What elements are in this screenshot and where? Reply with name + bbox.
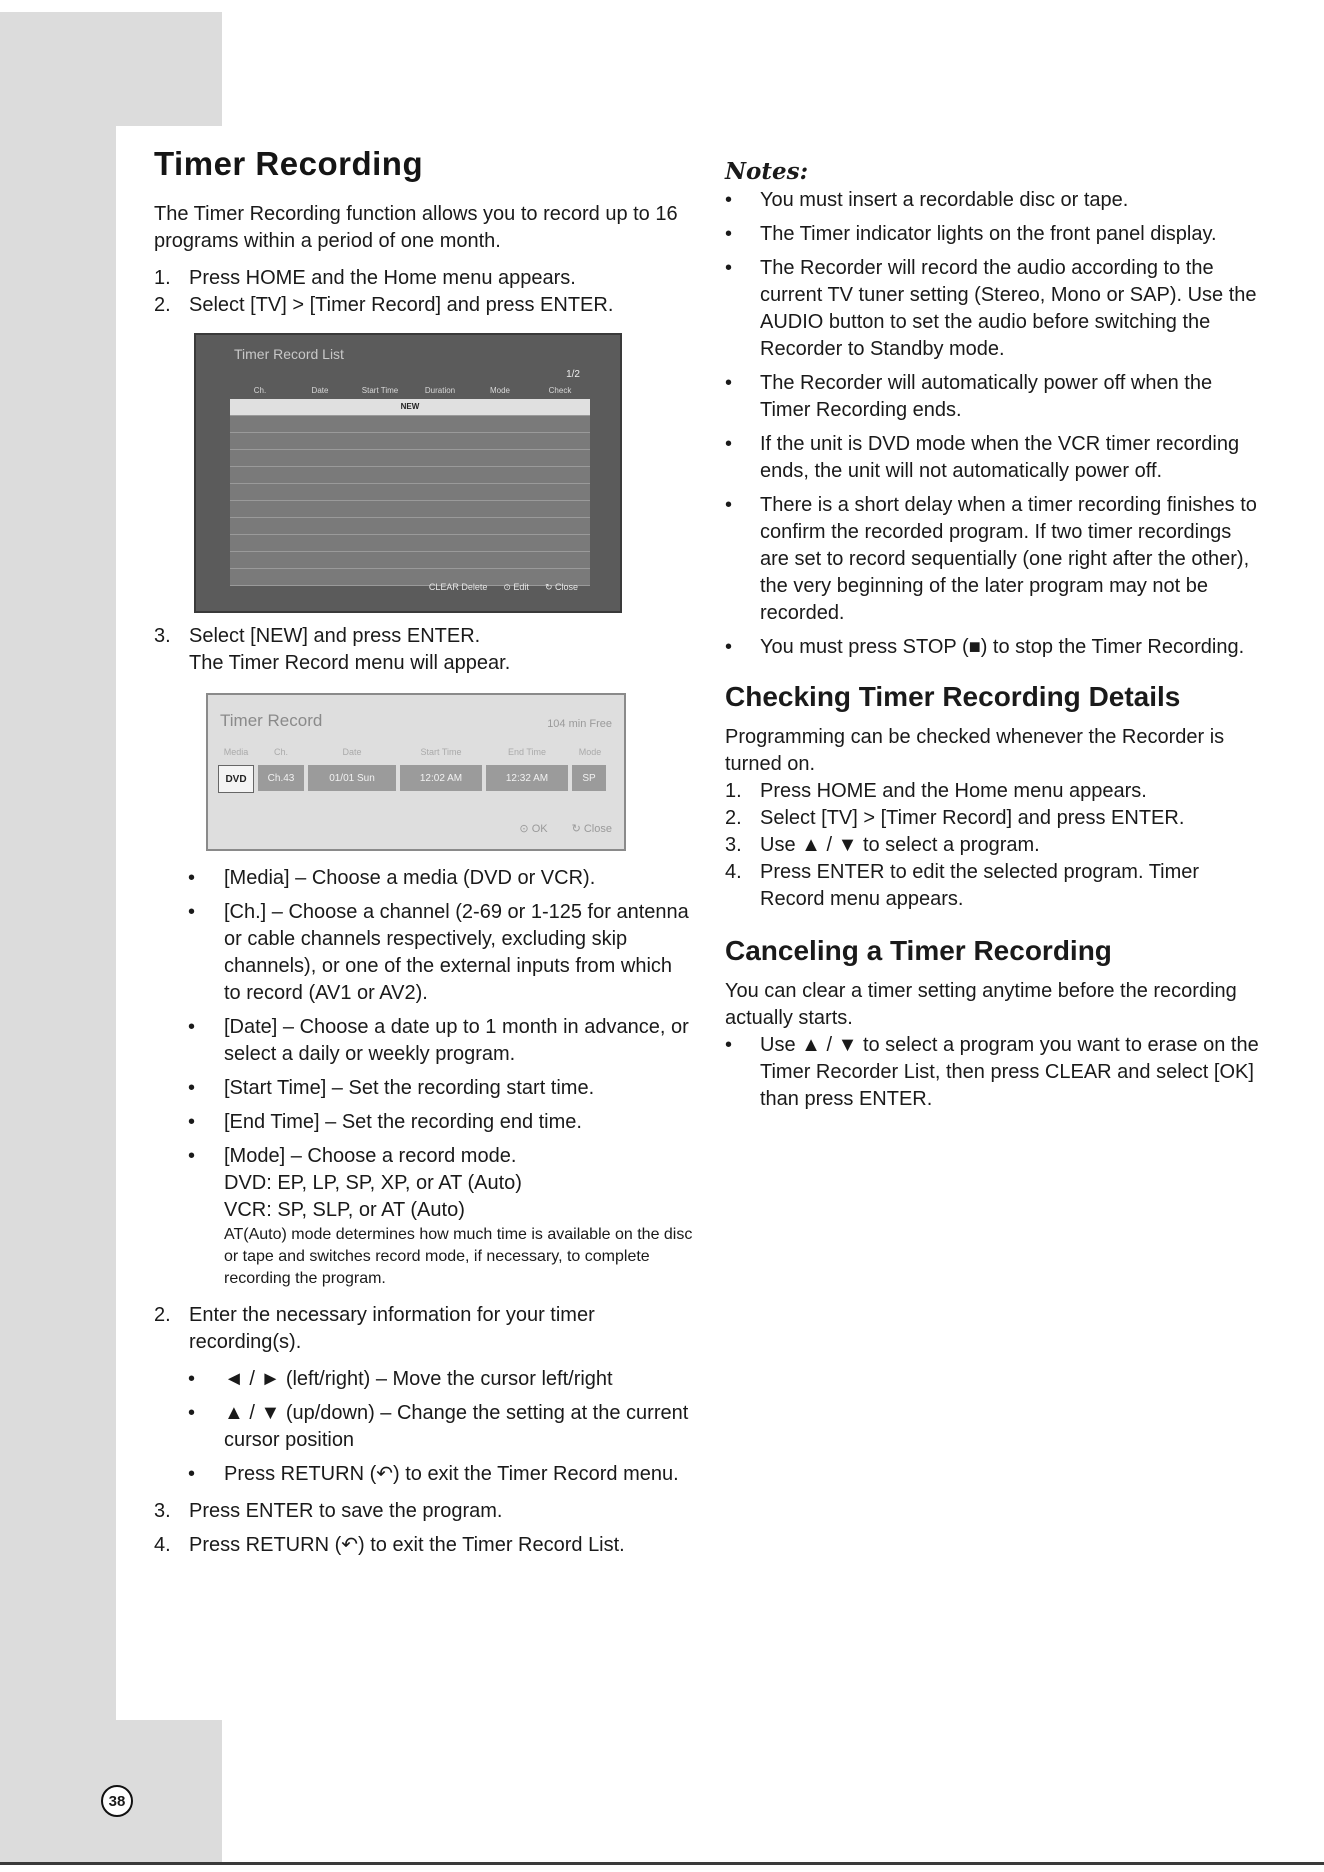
step-item [154, 1532, 694, 1559]
step-text: Press ENTER to save the program. [189, 1500, 503, 1522]
screen2-fields [218, 765, 606, 793]
section-title-checking: Checking Timer Recording Details [725, 681, 1181, 712]
screen-header: Check [548, 386, 572, 395]
control-bullets [154, 1366, 694, 1488]
screen-page-indicator: 1/2 [566, 369, 580, 380]
bullet-item: • Press RETURN (↶) to exit the Timer Record menu. [154, 1461, 694, 1488]
timer-record-screenshot [206, 693, 626, 851]
step-text: Press RETURN (↶) to exit the Timer Record List. [189, 1534, 625, 1556]
step-item [154, 1498, 694, 1525]
step-item [154, 265, 694, 292]
mode-dvd: DVD: EP, LP, SP, XP, or AT (Auto) [224, 1172, 522, 1194]
bullet-item: • [Ch.] – Choose a channel (2-69 or 1-125 for antenna or cable channels respectively, excluding skip channels), or one of the external inputs from which to record (AV1 or AV2). [154, 899, 694, 1007]
step-text: Select [TV] > [Timer Record] and press ENTER. [760, 807, 1185, 829]
checking-intro: Programming can be checked whenever the Recorder is turned on. [725, 726, 1225, 775]
screen-row [230, 433, 590, 450]
note-item: • You must insert a recordable disc or tape. [725, 187, 1260, 214]
bullet-item: • [End Time] – Set the recording end time. [154, 1109, 694, 1136]
note-item: • The Timer indicator lights on the front panel display. [725, 221, 1260, 248]
intro-text: The Timer Recording function allows you to record up to 16 programs within a period of one month. [154, 203, 678, 252]
screen-list-rows [230, 399, 590, 586]
step-item [725, 859, 1260, 913]
screen2-footer-item: ⊙ OK [519, 823, 548, 835]
page-title: Timer Recording [154, 145, 424, 182]
step-text: Use ▲ / ▼ to select a program. [760, 834, 1040, 856]
screen2-title: Timer Record [220, 711, 323, 730]
bullet-text: [Mode] – Choose a record mode. [224, 1145, 517, 1167]
note-item: • The Recorder will automatically power off when the Timer Recording ends. [725, 370, 1260, 424]
step-item [154, 292, 694, 319]
bullet-item: • Use ▲ / ▼ to select a program you want to erase on the Timer Recorder List, then press CLEAR and select [OK] than press ENTER. [725, 1032, 1260, 1113]
step-number: 2. [725, 807, 742, 829]
margin-band-left [0, 12, 116, 1862]
screen-row [230, 484, 590, 501]
step-number: 4. [154, 1534, 171, 1556]
screen2-label: Ch. [273, 747, 288, 757]
note-item: • If the unit is DVD mode when the VCR timer recording ends, the unit will not automatically power off. [725, 431, 1260, 485]
step-item [725, 805, 1260, 832]
screen2-field-date: 01/01 Sun [308, 765, 396, 791]
screen2-free-space: 104 min Free [547, 718, 612, 730]
note-item: • You must press STOP (■) to stop the Timer Recording. [725, 634, 1260, 661]
screen2-footer-item: ↻ Close [571, 823, 612, 835]
screen-header: Date [311, 386, 329, 395]
step-item [154, 1302, 694, 1356]
screen-row-new: NEW [230, 399, 590, 416]
screen2-field-mode: SP [572, 765, 606, 791]
mode-vcr: VCR: SP, SLP, or AT (Auto) [224, 1199, 465, 1221]
step-text: Enter the necessary information for your timer recording(s). [189, 1304, 595, 1353]
step-number: 2. [154, 294, 171, 316]
canceling-bullets [725, 1032, 1260, 1113]
step-number: 2. [154, 1304, 171, 1326]
step-text: Press ENTER to edit the selected program. Timer Record menu appears. [760, 861, 1200, 910]
screen-header: Ch. [253, 386, 267, 395]
step-subtext: The Timer Record menu will appear. [189, 652, 511, 674]
step-item [725, 778, 1260, 805]
step-text: Press HOME and the Home menu appears. [760, 780, 1147, 802]
step-text: Select [TV] > [Timer Record] and press ENTER. [189, 294, 614, 316]
step-number: 4. [725, 861, 742, 883]
page-number: 38 [101, 1785, 133, 1817]
right-column [725, 158, 1260, 1120]
screen2-field-start-time: 12:02 AM [400, 765, 482, 791]
screen2-label: End Time [507, 747, 547, 757]
canceling-intro: You can clear a timer setting anytime before the recording actually starts. [725, 980, 1237, 1029]
screen-header: Mode [489, 386, 510, 395]
bullet-item: • [Date] – Choose a date up to 1 month in advance, or select a daily or weekly program. [154, 1014, 694, 1068]
screen-footer-item: CLEAR Delete [428, 582, 488, 592]
screen2-labels [216, 739, 618, 766]
screen-footer-item: ⊙ Edit [503, 582, 529, 592]
screen2-label: Start Time [420, 747, 462, 757]
steps-a [154, 265, 694, 319]
screen2-label: Date [342, 747, 362, 757]
note-item: • The Recorder will record the audio according to the current TV tuner setting (Stereo, Mono or SAP). Use the AUDIO button to set the audio before switching the Recorder to Standby mode. [725, 255, 1260, 363]
screen2-field-media: DVD [218, 765, 254, 793]
screen-row [230, 552, 590, 569]
screen2-footer [519, 816, 612, 843]
bullet-item: • [Start Time] – Set the recording start time. [154, 1075, 694, 1102]
screen-header: Start Time [361, 386, 399, 395]
checking-steps [725, 778, 1260, 913]
field-bullets [154, 865, 694, 1290]
screen2-field-end-time: 12:32 AM [486, 765, 568, 791]
screen2-field-channel: Ch.43 [258, 765, 304, 791]
mode-note: AT(Auto) mode determines how much time is available on the disc or tape and switches record mode, if necessary, to complete recording the program. [224, 1226, 693, 1287]
note-item: • There is a short delay when a timer recording finishes to confirm the recorded program. If two timer recordings are set to record sequentially (one right after the other), the very beginning of the later program may not be recorded. [725, 492, 1260, 627]
section-title-canceling: Canceling a Timer Recording [725, 935, 1112, 966]
step-number: 3. [154, 625, 171, 647]
step-number: 1. [154, 267, 171, 289]
bottom-rule [0, 1862, 1324, 1865]
timer-record-list-screenshot [194, 333, 622, 613]
screen-row [230, 518, 590, 535]
step-text: Press HOME and the Home menu appears. [189, 267, 576, 289]
bullet-item: • ▲ / ▼ (up/down) – Change the setting at the current cursor position [154, 1400, 694, 1454]
screen-row [230, 416, 590, 433]
notes-list [725, 187, 1260, 661]
screen-row [230, 535, 590, 552]
step-number: 3. [725, 834, 742, 856]
step-number: 3. [154, 1500, 171, 1522]
step-number: 1. [725, 780, 742, 802]
bullet-item: • ◄ / ► (left/right) – Move the cursor left/right [154, 1366, 694, 1393]
screen2-label: Media [223, 747, 249, 757]
screen-row [230, 467, 590, 484]
screen2-label: Mode [578, 747, 602, 757]
notes-title: Notes: [725, 158, 809, 185]
screen-footer-item: ↻ Close [544, 582, 578, 592]
screen-row [230, 450, 590, 467]
screen-title: Timer Record List [234, 346, 344, 362]
step-item [725, 832, 1260, 859]
bullet-item-mode [154, 1143, 694, 1290]
screen-footer [429, 574, 578, 601]
step-item [154, 623, 694, 677]
screen-header: Duration [424, 386, 456, 395]
step-text: Select [NEW] and press ENTER. [189, 625, 481, 647]
screen-row [230, 501, 590, 518]
bullet-item: • [Media] – Choose a media (DVD or VCR). [154, 865, 694, 892]
left-column [154, 145, 694, 1559]
